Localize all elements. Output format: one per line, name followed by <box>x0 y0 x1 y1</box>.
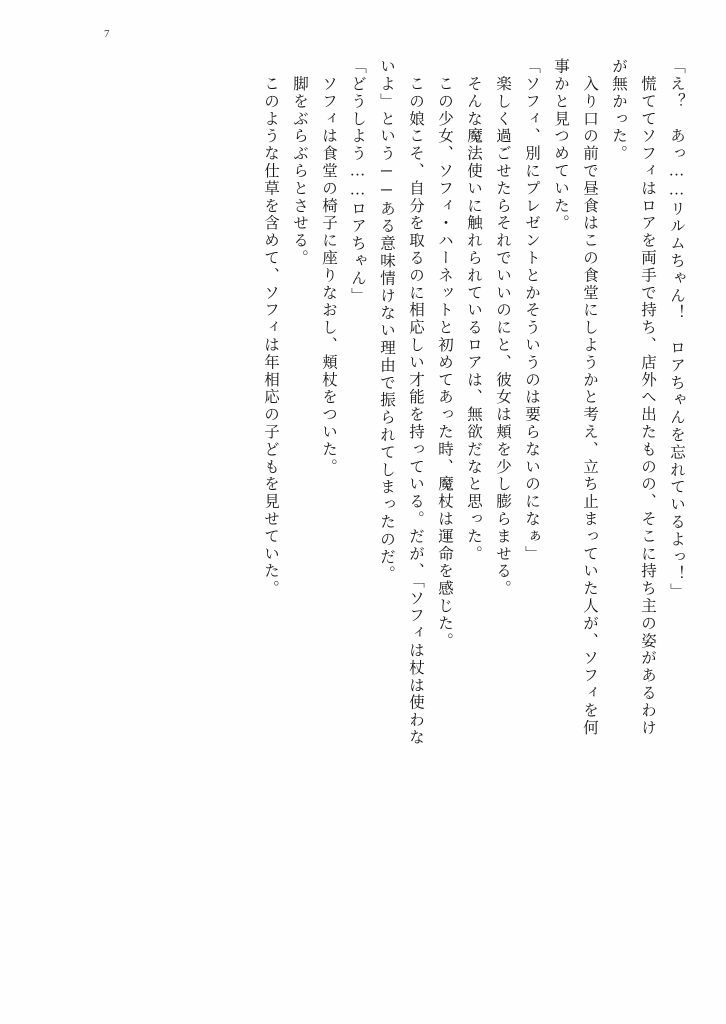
text-line: いよ」という──ある意味情けない理由で振られてしまったのだ。 <box>378 58 395 583</box>
page-number: 7 <box>104 28 110 40</box>
text-line: 「ソフィ、別にプレゼントとかそういうのは要らないのになぁ」 <box>523 58 540 563</box>
text-line: そんな魔法使いに触れられているロアは、無欲だなと思った。 <box>465 58 482 563</box>
text-line: 脚をぶらぶらとさせる。 <box>291 58 308 267</box>
body-text-block <box>36 58 684 758</box>
text-line: ソフィは食堂の椅子に座りなおし、頬杖をついた。 <box>320 58 337 476</box>
text-line: 「え？ あっ……リルムちゃん！ ロアちゃんを忘れているよっ！」 <box>668 58 685 601</box>
text-line: が無かった。 <box>610 58 627 163</box>
text-line: 楽しく過ごせたらそれでいいのにと、彼女は頬を少し膨らませる。 <box>494 58 511 598</box>
text-line: この娘こそ、自分を取るのに相応しい才能を持っている。だが、「ソフィは杖は使わな <box>407 58 424 747</box>
text-line: 慌ててソフィはロアを両手で持ち、店外へ出たものの、そこに持ち主の姿があるわけ <box>639 58 656 737</box>
text-line: このような仕草を含めて、ソフィは年相応の子どもを見せていた。 <box>262 58 279 598</box>
text-line: 「どうしよう……ロアちゃん」 <box>349 58 366 305</box>
text-line: この少女、ソフィ・ハーネットと初めてあった時、魔杖は運命を感じた。 <box>436 58 453 650</box>
text-line: 事かと見つめていた。 <box>552 58 569 232</box>
text-line: 入り口の前で昼食はこの食堂にしようかと考え、立ち止まっていた人が、ソフィを何 <box>581 58 598 737</box>
